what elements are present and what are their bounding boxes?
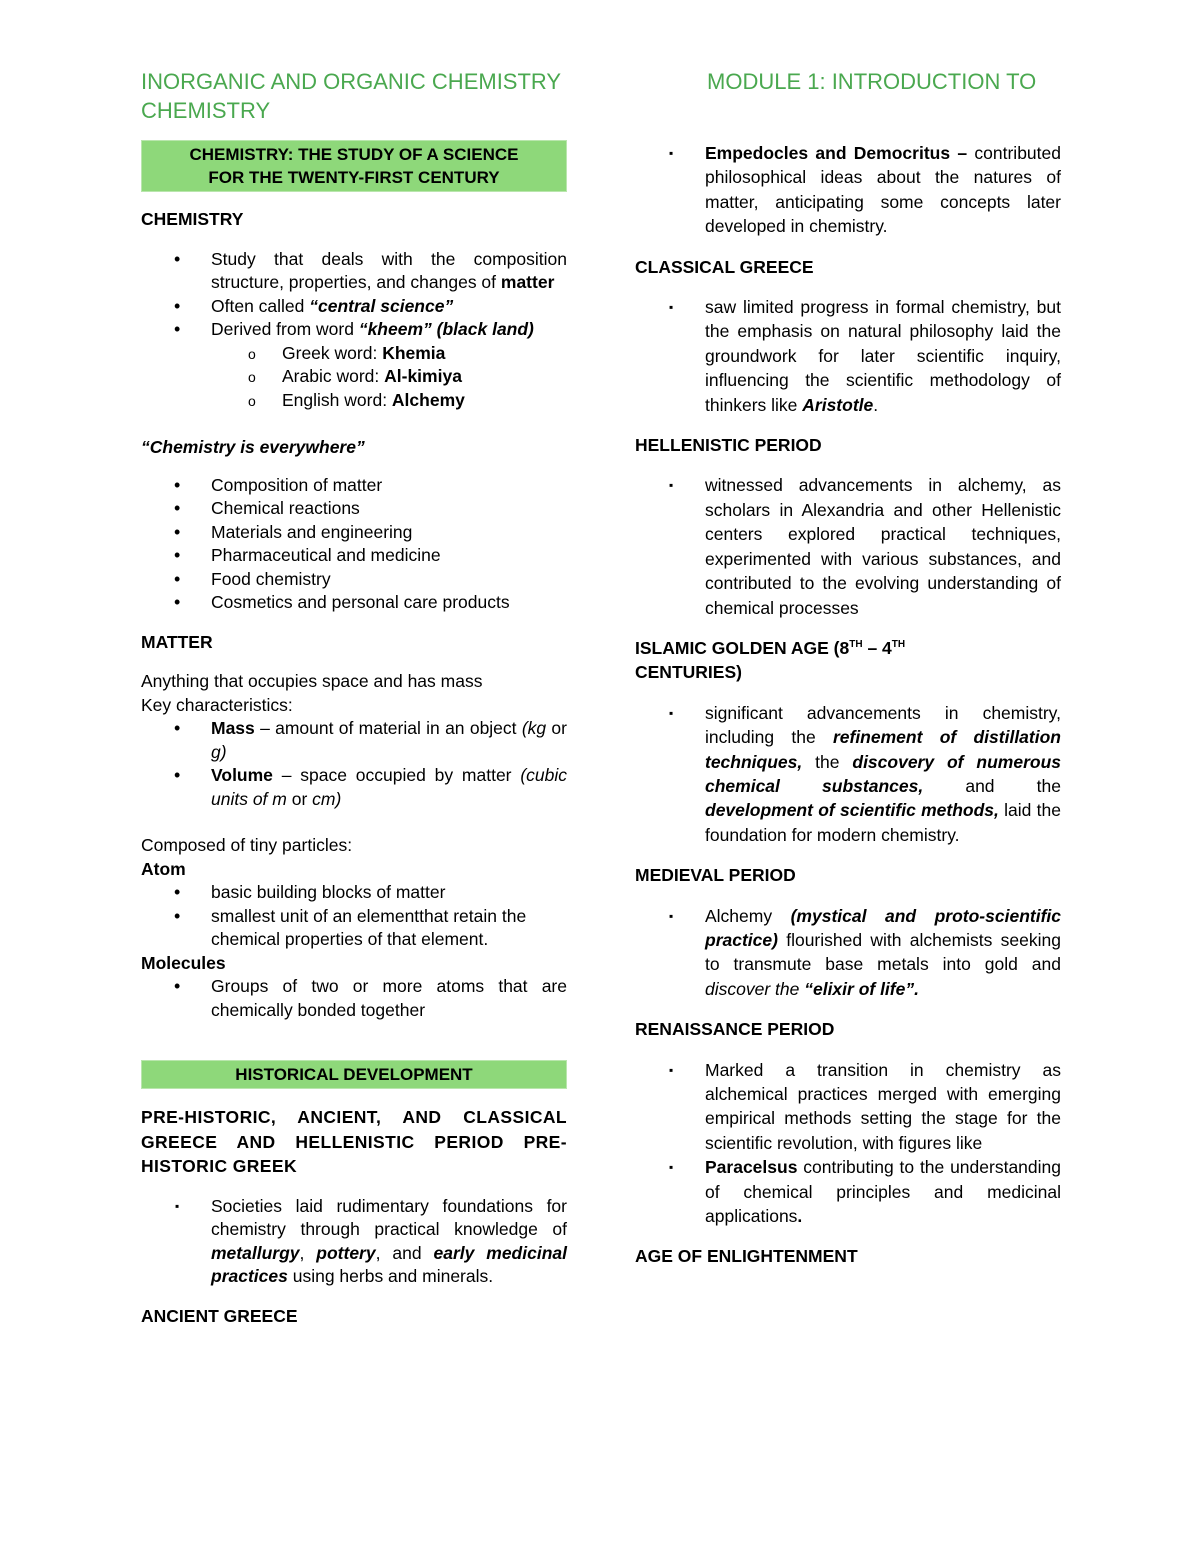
list-item: • Chemical reactions: [141, 497, 567, 521]
list-item: ▪ witnessed advancements in alchemy, as scholars in Alexandria and other Hellenistic centers explored practical techniques, experimented with various substances, and contributed to the evolving understanding of chemical processes: [635, 473, 1061, 619]
item-text: Societies laid rudimentary foundations for chemistry through practical knowledge of: [211, 1195, 567, 1239]
heading-ancient-greece: ANCIENT GREECE: [141, 1305, 298, 1326]
item-emphasis: .: [797, 1206, 803, 1227]
item-italic: discover the: [705, 978, 800, 999]
heading-classical-greece: CLASSICAL GREECE: [635, 256, 814, 277]
heading-part: ISLAMIC GOLDEN AGE (8: [635, 637, 850, 658]
list-item: [141, 717, 567, 764]
list-item: [635, 904, 1061, 1002]
item-emphasis: “elixir of life”.: [799, 978, 919, 999]
item-text: Alchemy: [705, 905, 791, 926]
heading-matter: MATTER: [141, 631, 213, 652]
item-text: the: [802, 751, 853, 772]
term: Volume: [211, 765, 273, 785]
list-item: • Materials and engineering: [141, 521, 567, 545]
composed-label: Composed of tiny particles:: [141, 835, 353, 855]
islamic-list: [635, 701, 1061, 847]
hellenistic-list: [635, 473, 1061, 619]
title-continued: CHEMISTRY: [141, 98, 271, 123]
heading-chemistry: CHEMISTRY: [141, 209, 244, 229]
matter-definition: Anything that occupies space and has mass: [141, 671, 483, 691]
right-column: [635, 141, 1061, 1285]
renaissance-list: [635, 1058, 1061, 1229]
item-text: saw limited progress in formal chemistry, but the emphasis on natural philosophy laid the groundwork for later scientific inquiry, influencing the scientific methodology of thinkers like: [705, 297, 1061, 415]
banner-line: FOR THE TWENTY-FIRST CENTURY: [208, 168, 500, 187]
item-emphasis: refinement of distillation techniques,: [705, 727, 1061, 772]
list-item: • Groups of two or more atoms that are chemically bonded together: [141, 975, 567, 1022]
molecules-label: Molecules: [141, 952, 226, 973]
item-emphasis: “kheem” (black land): [358, 319, 534, 339]
matter-characteristics-list: [141, 717, 567, 811]
title-module: MODULE 1: INTRODUCTION TO: [707, 69, 1037, 94]
item-text: flourished with alchemists seeking to transmute base metals into gold and: [705, 929, 1061, 975]
item-text: – space occupied by matter: [272, 765, 521, 785]
item-emphasis: Aristotle: [802, 394, 874, 415]
list-item: [141, 365, 567, 389]
item-text: Greek word:: [282, 342, 383, 363]
banner-line: CHEMISTRY: THE STUDY OF A SCIENCE: [189, 145, 519, 164]
classical-list: [635, 295, 1061, 417]
list-item: [141, 342, 567, 366]
item-text: , and: [375, 1242, 434, 1263]
list-item: ▪ Marked a transition in chemistry as alchemical practices merged with emerging empirical methods setting the stage for the scientific revolution, with figures like: [635, 1058, 1061, 1156]
list-item: [635, 1155, 1061, 1228]
list-item: [635, 295, 1061, 417]
list-item: • basic building blocks of matter: [141, 881, 567, 905]
term: Mass: [211, 718, 255, 738]
heading-islamic-golden-age: [635, 636, 1061, 685]
item-text: laid the foundation for modern chemistry.: [705, 800, 1061, 845]
list-item: • smallest unit of an elementthat retain the chemical properties of that element.: [141, 905, 567, 952]
list-item: • Cosmetics and personal care products: [141, 591, 567, 615]
item-emphasis: Paracelsus: [705, 1157, 798, 1178]
list-item: [141, 295, 567, 319]
item-emphasis: Empedocles and Democritus –: [705, 143, 968, 163]
item-text: significant advancements in chemistry, including the: [705, 702, 1061, 748]
item-emphasis: matter: [500, 272, 555, 292]
item-text: using herbs and minerals.: [287, 1266, 494, 1286]
item-emphasis: Alchemy: [391, 389, 465, 410]
item-text: and the: [923, 775, 1062, 796]
list-item: • Composition of matter: [141, 474, 567, 498]
list-item: [141, 248, 567, 295]
item-text: Arabic word:: [282, 366, 385, 386]
item-emphasis: “central science”: [309, 295, 454, 316]
unit: (cubic units of m: [211, 765, 567, 809]
item-text: Derived from word: [211, 319, 359, 339]
everywhere-list: [141, 474, 567, 615]
ancient-greece-list: [635, 141, 1061, 239]
molecules-list: [141, 975, 567, 1022]
list-item: [141, 318, 567, 342]
list-item: [635, 701, 1061, 847]
atom-label: Atom: [141, 858, 186, 879]
item-emphasis: early medicinal practices: [211, 1242, 567, 1286]
left-column: [141, 140, 567, 1344]
list-item: [141, 764, 567, 811]
item-text: or: [546, 718, 567, 738]
prehistoric-list: [141, 1195, 567, 1289]
item-text: Often called: [211, 295, 310, 316]
unit: g): [211, 741, 227, 762]
item-text: or: [286, 788, 313, 809]
atom-list: [141, 881, 567, 952]
page-title: [141, 68, 1061, 128]
title-course: INORGANIC AND ORGANIC CHEMISTRY: [141, 69, 562, 94]
list-item: [635, 141, 1061, 239]
superscript: TH: [849, 639, 863, 651]
section-banner-chemistry: [141, 140, 567, 192]
item-text: – amount of material in an object: [254, 718, 522, 738]
word-origin-list: [141, 342, 567, 413]
item-text: contributed philosophical ideas about the natures of matter, anticipating some concepts later developed in chemistry.: [705, 143, 1061, 237]
item-text: .: [873, 394, 879, 415]
heading-part: CENTURIES): [635, 662, 742, 683]
unit: cm): [312, 788, 342, 809]
chemistry-list: [141, 248, 567, 342]
superscript: TH: [891, 639, 906, 651]
medieval-list: [635, 904, 1061, 1002]
list-item: [141, 389, 567, 413]
item-text: English word:: [282, 389, 392, 410]
item-emphasis: development of scientific methods,: [705, 800, 999, 821]
list-item: • Pharmaceutical and medicine: [141, 544, 567, 568]
item-emphasis: Al-kimiya: [384, 366, 462, 386]
heading-hellenistic: HELLENISTIC PERIOD: [635, 435, 822, 456]
heading-renaissance: RENAISSANCE PERIOD: [635, 1019, 835, 1040]
heading-part: – 4: [862, 637, 892, 658]
chemistry-everywhere-heading: “Chemistry is everywhere”: [141, 437, 365, 457]
item-emphasis: Khemia: [382, 342, 446, 363]
heading-medieval: MEDIEVAL PERIOD: [635, 865, 796, 886]
heading-enlightenment: AGE OF ENLIGHTENMENT: [635, 1246, 858, 1267]
key-characteristics-label: Key characteristics:: [141, 694, 293, 715]
item-emphasis: discovery of numerous chemical substances,: [705, 751, 1061, 796]
item-emphasis: (mystical and proto-scientific practice): [705, 905, 1061, 950]
unit: (kg: [521, 718, 547, 738]
list-item: • Food chemistry: [141, 568, 567, 592]
item-text: ,: [299, 1242, 317, 1263]
section-banner-historical: HISTORICAL DEVELOPMENT: [141, 1060, 567, 1089]
item-emphasis: metallurgy: [211, 1242, 300, 1263]
item-text: contributing to the understanding of chemical principles and medicinal applications: [705, 1157, 1061, 1227]
list-item: [141, 1195, 567, 1289]
item-text: Study that deals with the composition structure, properties, and changes of: [211, 248, 567, 292]
item-emphasis: pottery: [316, 1242, 376, 1263]
heading-prehistoric: PRE-HISTORIC, ANCIENT, AND CLASSICAL GREECE AND HELLENISTIC PERIOD PRE-HISTORIC GREEK: [141, 1107, 567, 1176]
